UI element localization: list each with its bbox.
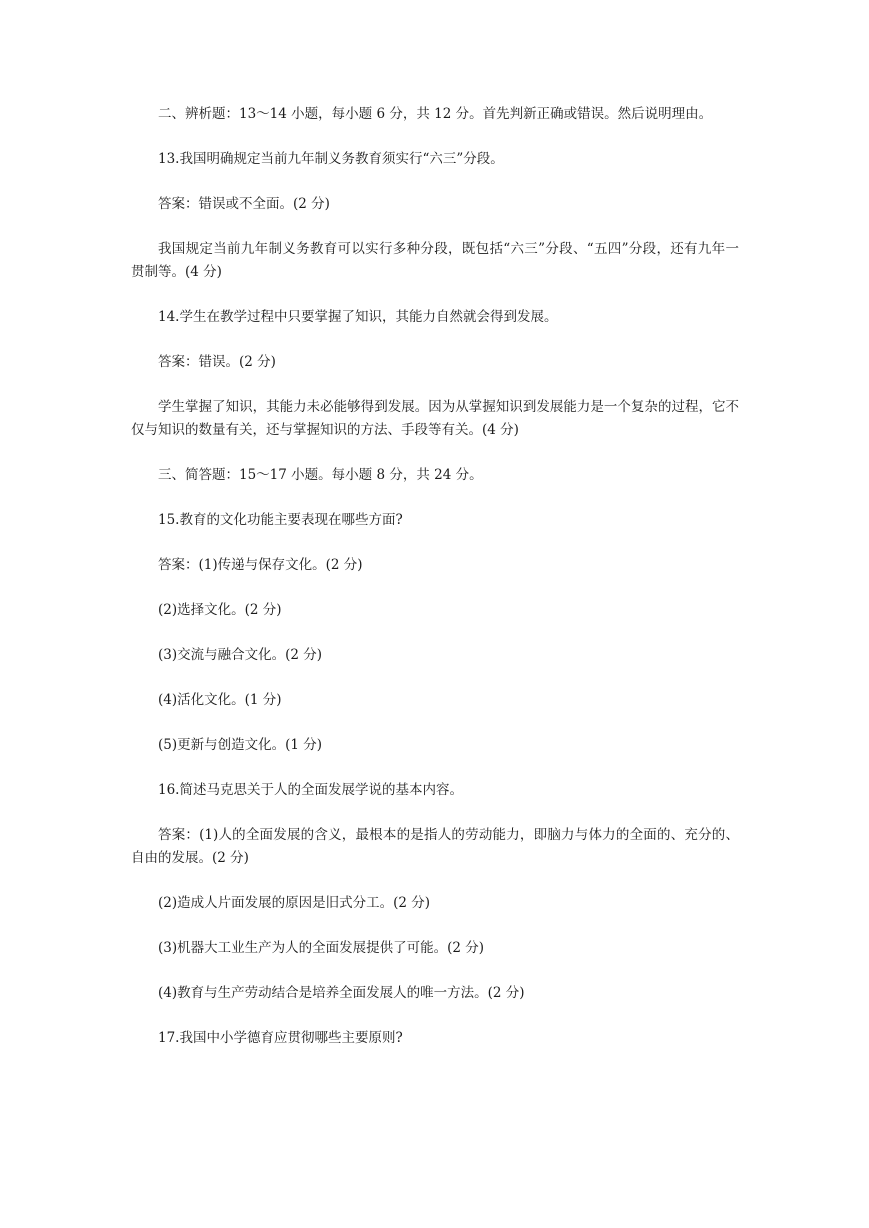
answer-16-item-2: (2)造成人片面发展的原因是旧式分工。(2 分): [158, 895, 431, 911]
answer-15-item-2: (2)选择文化。(2 分): [158, 602, 282, 618]
answer-15-item-1: 答案：(1)传递与保存文化。(2 分): [158, 557, 363, 573]
answer-16-item-1: 答案：(1)人的全面发展的含义，最根本的是指人的劳动能力，即脑力与体力的全面的、充分的、自由的发展。(2 分): [131, 827, 739, 866]
answer-15-item-3: (3)交流与融合文化。(2 分): [158, 647, 323, 663]
document-body: [131, 103, 739, 1050]
answer-13-verdict: 答案：错误或不全面。(2 分): [158, 196, 330, 212]
question-17: 17.我国中小学德育应贯彻哪些主要原则?: [158, 1030, 403, 1046]
question-15: 15.教育的文化功能主要表现在哪些方面?: [158, 512, 403, 528]
section-heading-short-answer: 三、简答题：15～17 小题。每小题 8 分，共 24 分。: [158, 467, 483, 483]
answer-14-verdict: 答案：错误。(2 分): [158, 354, 276, 370]
question-14: 14.学生在教学过程中只要掌握了知识，其能力自然就会得到发展。: [158, 309, 558, 325]
section-heading-discrimination: 二、辨析题：13～14 小题，每小题 6 分，共 12 分。首先判新正确或错误。然后说明理由。: [158, 106, 713, 122]
answer-16-item-4: (4)教育与生产劳动结合是培养全面发展人的唯一方法。(2 分): [158, 985, 525, 1001]
answer-15-item-5: (5)更新与创造文化。(1 分): [158, 737, 323, 753]
answer-14-explanation: 学生掌握了知识，其能力未必能够得到发展。因为从掌握知识到发展能力是一个复杂的过程，它不仅与知识的数量有关，还与掌握知识的方法、手段等有关。(4 分): [131, 399, 739, 438]
answer-15-item-4: (4)活化文化。(1 分): [158, 692, 282, 708]
answer-16-item-3: (3)机器大工业生产为人的全面发展提供了可能。(2 分): [158, 940, 485, 956]
question-16: 16.简述马克思关于人的全面发展学说的基本内容。: [158, 782, 463, 798]
answer-13-explanation: 我国规定当前九年制义务教育可以实行多种分段，既包括“六三”分段、“五四”分段，还有九年一贯制等。(4 分): [131, 241, 739, 280]
question-13: 13.我国明确规定当前九年制义务教育须实行“六三”分段。: [158, 151, 504, 167]
